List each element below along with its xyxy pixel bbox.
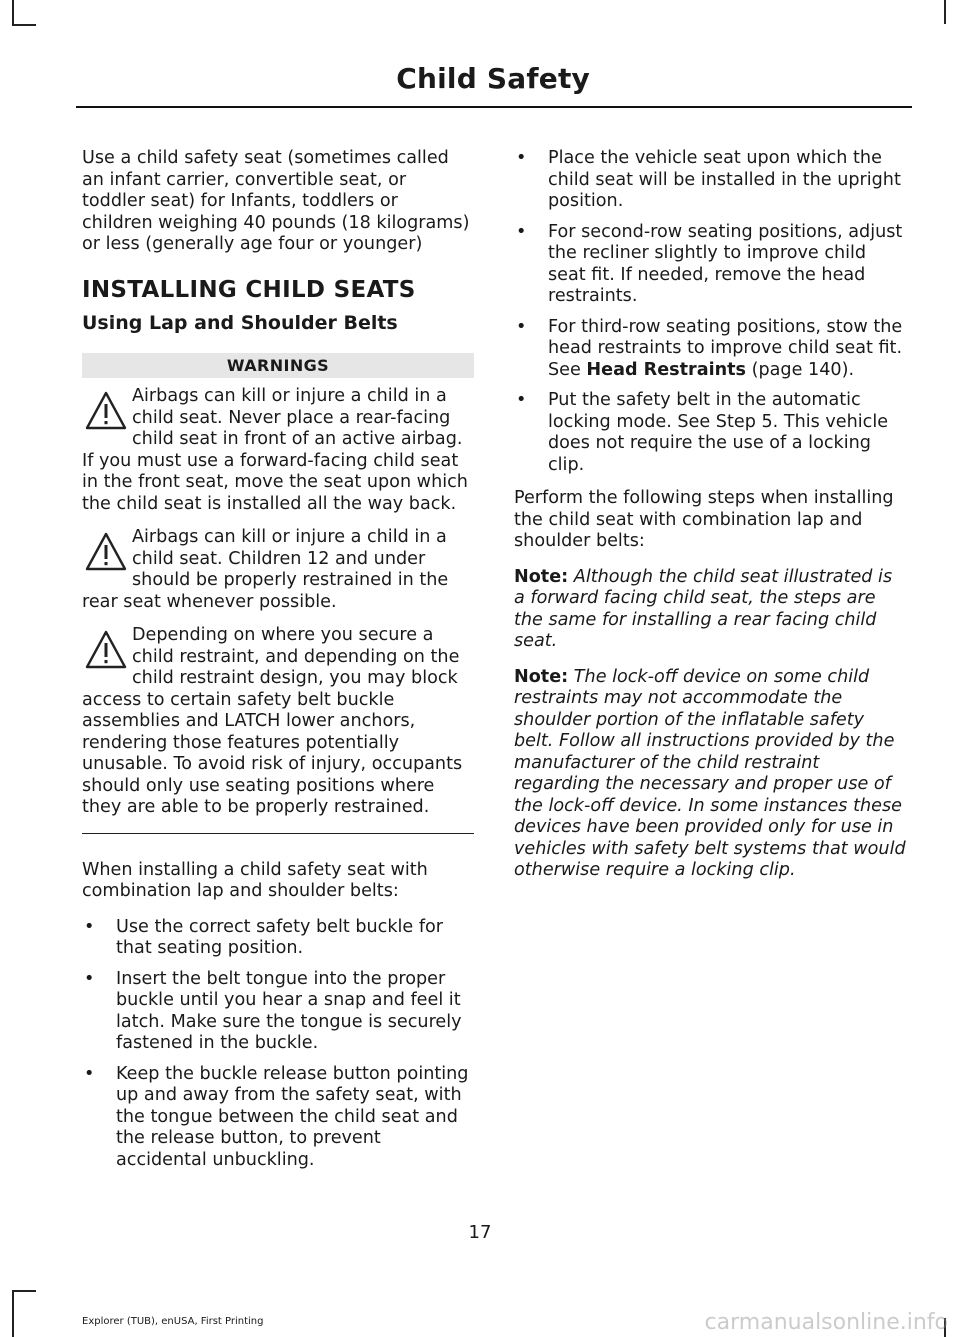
installing-intro: When installing a child safety seat with combination lap and shoulder belts: xyxy=(82,859,428,901)
seat-prep-list xyxy=(514,148,906,476)
installing-list xyxy=(82,917,474,1172)
warning-triangle-icon xyxy=(84,629,128,671)
steps-intro: Perform the following steps when installing the child seat with combination lap and shoulder belts: xyxy=(514,488,894,551)
list-item: • Place the vehicle seat upon which the child seat will be installed in the upright position. xyxy=(516,148,901,211)
note-text: The lock-off device on some child restraints may not accommodate the shoulder portion of the inflatable safety belt. Follow all instructions provided by the manufacturer of the child restraint regarding the necessary and proper use of the lock-off device. In some instances these devices have been provided only for use in vehicles with safety belt systems that would otherwise require a locking clip. xyxy=(514,666,906,880)
left-column xyxy=(82,148,474,1183)
crop-mark xyxy=(12,24,36,26)
crop-mark xyxy=(944,0,946,24)
bullet: • xyxy=(516,148,527,168)
crop-mark xyxy=(12,1290,36,1292)
footer-text: Explorer (TUB), enUSA, First Printing xyxy=(82,1316,264,1327)
page-title: Child Safety xyxy=(396,62,590,95)
list-item: • For second-row seating positions, adjust the recliner slightly to improve child seat fit. If needed, remove the head restraints. xyxy=(516,221,903,306)
list-item: • Keep the buckle release button pointing up and away from the safety seat, with the tongue between the child seat and the release button, to prevent accidental unbuckling. xyxy=(84,1063,469,1170)
warning-text: Airbags can kill or injure a child in a child seat. Never place a rear-facing child seat in front of an active airbag. If you must use a forward-facing child seat in the front seat, move the seat upon which the child seat is installed all the way back. xyxy=(82,386,468,514)
list-item: • Insert the belt tongue into the proper buckle until you hear a snap and feel it latch. Make sure the tongue is securely fastened in the buckle. xyxy=(84,968,462,1053)
note-label: Note: xyxy=(514,666,569,687)
section-divider xyxy=(82,833,474,834)
warning-text: Airbags can kill or injure a child in a child seat. Children 12 and under should be properly restrained in the rear seat whenever possible. xyxy=(82,527,449,612)
warning-block xyxy=(82,386,474,515)
warning-text: Depending on where you secure a child restraint, and depending on the child restraint design, you may block access to certain safety belt buckle assemblies and LATCH lower anchors, rendering those features potentially unusable. To avoid risk of injury, occupants should only use seating positions where they are able to be properly restrained. xyxy=(82,625,463,817)
warning-triangle-icon xyxy=(84,390,128,432)
crop-mark xyxy=(12,0,14,24)
bullet: • xyxy=(84,916,95,937)
intro-paragraph: Use a child safety seat (sometimes called an infant carrier, convertible seat, or toddler seat) for Infants, toddlers or children weighing 40 pounds (18 kilograms) or less (generally age four or younger) xyxy=(82,148,470,254)
warning-block xyxy=(82,527,474,613)
list-item: • For third-row seating positions, stow the head restraints to improve child seat fit. See Head Restraints (page 140). xyxy=(516,316,903,380)
head-restraints-link[interactable]: Head Restraints xyxy=(586,359,747,380)
note-label: Note: xyxy=(514,566,569,587)
right-column xyxy=(514,148,906,896)
note xyxy=(514,567,906,653)
list-item: • Put the safety belt in the automatic locking mode. See Step 5. This vehicle does not require the use of a locking clip. xyxy=(516,390,889,475)
section-heading: INSTALLING CHILD SEATS xyxy=(82,276,416,303)
bullet: • xyxy=(516,390,527,410)
bullet: • xyxy=(516,221,527,242)
subsection-heading: Using Lap and Shoulder Belts xyxy=(82,312,398,334)
warnings-header: WARNINGS xyxy=(82,353,474,379)
bullet: • xyxy=(84,968,95,989)
header-rule xyxy=(76,106,912,108)
bullet: • xyxy=(516,316,527,337)
list-item: • Use the correct safety belt buckle for that seating position. xyxy=(84,916,444,958)
warning-block xyxy=(82,625,474,819)
bullet: • xyxy=(84,1063,95,1084)
warning-triangle-icon xyxy=(84,531,128,573)
note xyxy=(514,667,906,882)
note-text: Although the child seat illustrated is a forward facing child seat, the steps are the same for installing a rear facing child seat. xyxy=(514,566,893,651)
page-number: 17 xyxy=(468,1222,492,1243)
crop-mark xyxy=(12,1290,14,1337)
watermark: carmanualsonline.info xyxy=(704,1310,948,1335)
